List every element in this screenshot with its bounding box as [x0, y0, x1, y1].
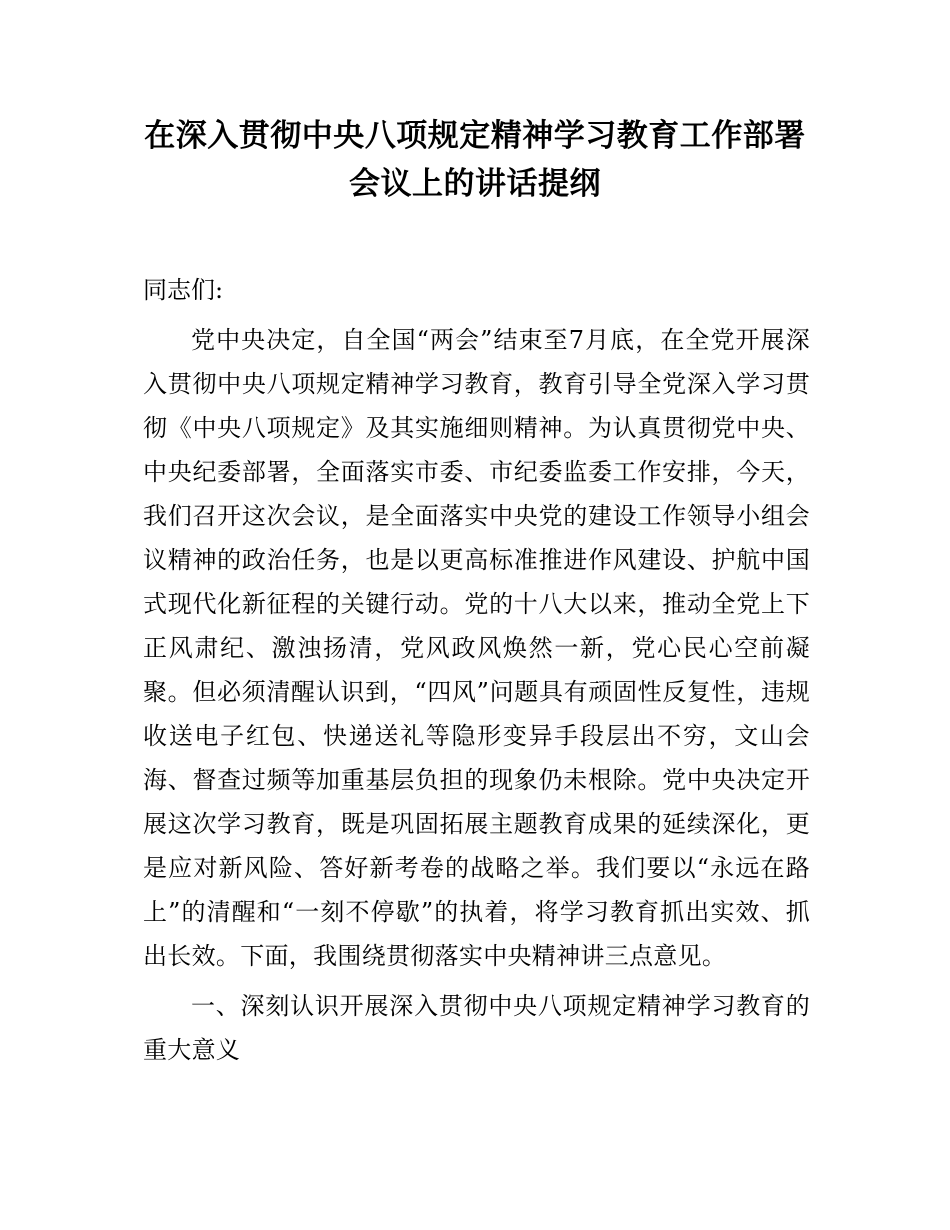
document-title: 在深入贯彻中央八项规定精神学习教育工作部署会议上的讲话提纲 [144, 118, 806, 202]
salutation: 同志们: [143, 276, 224, 304]
section-heading-1: 一、深刻认识开展深入贯彻中央八项规定精神学习教育的重大意义 [143, 992, 810, 1064]
intro-paragraph: 党中央决定，自全国“两会”结束至7月底，在全党开展深入贯彻中央八项规定精神学习教育，教育引导全党深入学习贯彻《中央八项规定》及其实施细则精神。为认真贯彻党中央、中央纪委部署，全面落实市委、市纪委监委工作安排，今天，我们召开这次会议，是全面落实中央党的建设工作领导小组会议精神的政治任务，也是以更高标准推进作风建设、护航中国式现代化新征程的关键行动。党的十八大以来，推动全党上下正风肃纪、激浊扬清，党风政风焕然一新，党心民心空前凝聚。但必须清醒认识到，“四风”问题具有顽固性反复性，违规收送电子红包、快递送礼等隐形变异手段层出不穷，文山会海、督查过频等加重基层负担的现象仍未根除。党中央决定开展这次学习教育，既是巩固拓展主题教育成果的延续深化，更是应对新风险、答好新考卷的战略之举。我们要以“永远在路上”的清醒和“一刻不停歇”的执着，将学习教育抓出实效、抓出长效。下面，我围绕贯彻落实中央精神讲三点意见。 [143, 326, 810, 970]
document-body [143, 318, 810, 1078]
